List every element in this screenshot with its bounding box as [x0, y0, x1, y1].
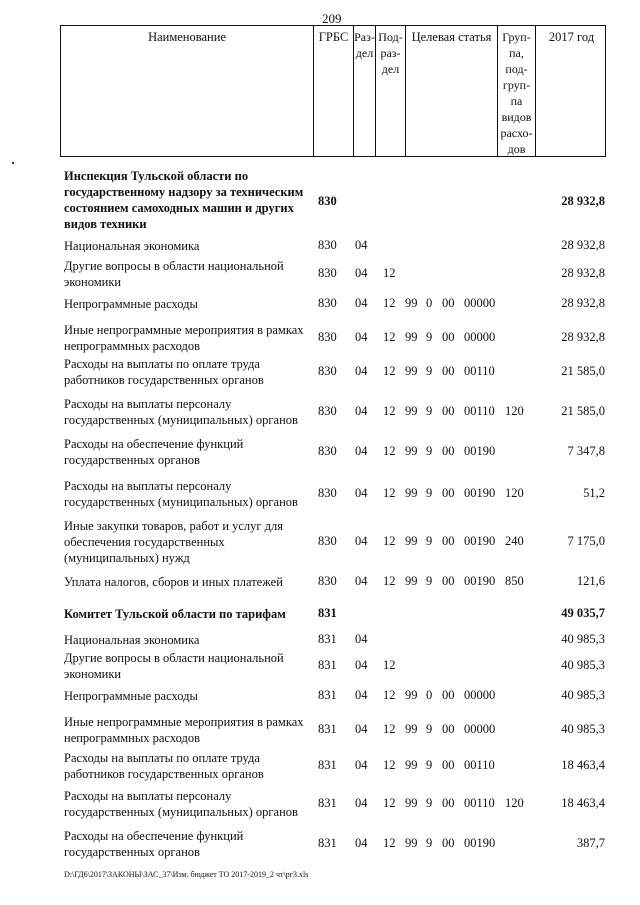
cell-cs3: 00 — [442, 574, 455, 588]
row-name: Иные непрограммные мероприятия в рамках непрограммных расходов — [64, 323, 304, 353]
cell-grbs: 831 — [318, 658, 337, 672]
table-row — [0, 650, 640, 682]
cell-cs1: 99 — [405, 404, 418, 418]
cell-cs2: 9 — [426, 836, 433, 850]
cell-grbs: 831 — [318, 606, 337, 620]
cell-cs1: 99 — [405, 688, 418, 702]
cell-rz: 04 — [355, 574, 368, 588]
cell-cs2: 9 — [426, 444, 433, 458]
cell-sum: 28 932,8 — [561, 330, 605, 344]
cell-sum: 21 585,0 — [561, 404, 605, 418]
cell-sum: 7 175,0 — [567, 534, 605, 548]
header-year: 2017 год — [548, 30, 595, 44]
cell-cs4: 00190 — [464, 836, 496, 850]
cell-cs3: 00 — [442, 364, 455, 378]
cell-cs4: 00190 — [464, 534, 496, 548]
table-row — [0, 574, 640, 590]
cell-sum: 40 985,3 — [561, 722, 605, 736]
cell-rz: 04 — [355, 486, 368, 500]
table-row — [0, 436, 640, 468]
table-row — [0, 356, 640, 388]
table-row — [0, 478, 640, 510]
cell-sum: 28 932,8 — [561, 238, 605, 252]
cell-rz: 04 — [355, 238, 368, 252]
cell-cs1: 99 — [405, 836, 418, 850]
cell-cs1: 99 — [405, 364, 418, 378]
cell-pr: 12 — [383, 486, 396, 500]
cell-cs1: 99 — [405, 722, 418, 736]
cell-cs4: 00000 — [464, 296, 496, 310]
row-name: Инспекция Тульской области по государственному надзору за техническим состоянием самоходных машин и других видов техники — [64, 169, 304, 231]
cell-cs4: 00190 — [464, 486, 496, 500]
cell-sum: 387,7 — [576, 836, 605, 850]
row-name: Другие вопросы в области национальной экономики — [64, 651, 284, 681]
cell-cs4: 00000 — [464, 330, 496, 344]
table-row — [0, 322, 640, 354]
cell-cs2: 0 — [426, 688, 433, 702]
cell-cs1: 99 — [405, 758, 418, 772]
cell-cs2: 9 — [426, 796, 433, 810]
header-celevaya: Целевая статья — [406, 26, 498, 156]
cell-grbs: 831 — [318, 836, 337, 850]
margin-mark — [12, 162, 14, 164]
cell-sum: 28 932,8 — [561, 266, 605, 280]
table-row — [0, 518, 640, 566]
row-name: Иные закупки товаров, работ и услуг для обеспечения государственных (муниципальных) нужд — [64, 519, 284, 565]
cell-grbs: 830 — [318, 364, 337, 378]
cell-grbs: 831 — [318, 722, 337, 736]
cell-grbs: 830 — [318, 296, 337, 310]
header-gruppa: Груп- па, под- груп- па видов расхо- дов — [498, 26, 536, 156]
cell-rz: 04 — [355, 444, 368, 458]
cell-rz: 04 — [355, 836, 368, 850]
cell-cs1: 99 — [405, 330, 418, 344]
cell-sum: 21 585,0 — [561, 364, 605, 378]
cell-grbs: 831 — [318, 796, 337, 810]
cell-rz: 04 — [355, 296, 368, 310]
cell-cs3: 00 — [442, 534, 455, 548]
cell-vr: 120 — [505, 486, 524, 500]
cell-cs3: 00 — [442, 296, 455, 310]
cell-grbs: 830 — [318, 404, 337, 418]
cell-sum: 7 347,8 — [567, 444, 605, 458]
row-name: Расходы на выплаты по оплате труда работников государственных органов — [64, 357, 264, 387]
row-name: Расходы на обеспечение функций государственных органов — [64, 829, 244, 859]
cell-cs2: 9 — [426, 364, 433, 378]
cell-cs1: 99 — [405, 574, 418, 588]
table-row — [0, 714, 640, 746]
cell-rz: 04 — [355, 688, 368, 702]
table-row — [0, 396, 640, 428]
cell-vr: 240 — [505, 534, 524, 548]
file-path-footer: D:\ГД6\2017\ЗАКОНЫ\ЗАС_37\Изм. бюджет ТО 2017-2019_2 чт\рг3.xls — [64, 870, 309, 879]
row-name: Расходы на обеспечение функций государственных органов — [64, 437, 244, 467]
table-row — [0, 828, 640, 860]
cell-cs2: 0 — [426, 296, 433, 310]
cell-sum: 40 985,3 — [561, 658, 605, 672]
cell-pr: 12 — [383, 796, 396, 810]
cell-pr: 12 — [383, 688, 396, 702]
cell-cs4: 00190 — [464, 574, 496, 588]
cell-rz: 04 — [355, 658, 368, 672]
row-name: Национальная экономика — [64, 633, 200, 647]
row-name: Расходы на выплаты по оплате труда работников государственных органов — [64, 751, 264, 781]
cell-sum: 28 932,8 — [561, 296, 605, 310]
cell-cs4: 00110 — [464, 796, 495, 810]
cell-cs3: 00 — [442, 486, 455, 500]
cell-pr: 12 — [383, 330, 396, 344]
cell-cs2: 9 — [426, 486, 433, 500]
cell-cs1: 99 — [405, 296, 418, 310]
cell-grbs: 830 — [318, 194, 337, 208]
cell-grbs: 830 — [318, 266, 337, 280]
table-row — [0, 750, 640, 782]
cell-rz: 04 — [355, 364, 368, 378]
cell-rz: 04 — [355, 266, 368, 280]
cell-pr: 12 — [383, 574, 396, 588]
row-name: Непрограммные расходы — [64, 297, 198, 311]
header-podrazdel: Под- раз- дел — [376, 26, 406, 156]
cell-rz: 04 — [355, 632, 368, 646]
cell-grbs: 830 — [318, 330, 337, 344]
cell-cs4: 00000 — [464, 722, 496, 736]
cell-cs3: 00 — [442, 404, 455, 418]
cell-pr: 12 — [383, 266, 396, 280]
cell-sum: 28 932,8 — [561, 194, 605, 208]
cell-rz: 04 — [355, 330, 368, 344]
cell-grbs: 831 — [318, 632, 337, 646]
cell-cs3: 00 — [442, 796, 455, 810]
cell-rz: 04 — [355, 534, 368, 548]
table-row — [0, 296, 640, 312]
cell-sum: 40 985,3 — [561, 688, 605, 702]
cell-cs4: 00110 — [464, 404, 495, 418]
cell-cs4: 00000 — [464, 688, 496, 702]
table-row — [0, 606, 640, 622]
cell-cs2: 9 — [426, 758, 433, 772]
cell-pr: 12 — [383, 758, 396, 772]
cell-grbs: 831 — [318, 758, 337, 772]
header-razdel: Раз- дел — [354, 26, 376, 156]
cell-sum: 18 463,4 — [561, 796, 605, 810]
table-row — [0, 632, 640, 648]
cell-pr: 12 — [383, 534, 396, 548]
cell-cs2: 9 — [426, 722, 433, 736]
cell-grbs: 830 — [318, 444, 337, 458]
cell-pr: 12 — [383, 658, 396, 672]
cell-vr: 850 — [505, 574, 524, 588]
cell-sum: 49 035,7 — [561, 606, 605, 620]
cell-sum: 18 463,4 — [561, 758, 605, 772]
cell-pr: 12 — [383, 404, 396, 418]
cell-cs3: 00 — [442, 836, 455, 850]
cell-vr: 120 — [505, 796, 524, 810]
cell-cs3: 00 — [442, 758, 455, 772]
row-name: Расходы на выплаты персоналу государственных (муниципальных) органов — [64, 789, 298, 819]
cell-sum: 51,2 — [583, 486, 605, 500]
table-row — [0, 258, 640, 290]
cell-cs2: 9 — [426, 574, 433, 588]
cell-cs1: 99 — [405, 444, 418, 458]
cell-grbs: 830 — [318, 534, 337, 548]
table-header — [60, 25, 606, 157]
cell-cs2: 9 — [426, 404, 433, 418]
cell-cs2: 9 — [426, 330, 433, 344]
cell-cs4: 00190 — [464, 444, 496, 458]
cell-rz: 04 — [355, 758, 368, 772]
table-row — [0, 238, 640, 254]
row-name: Национальная экономика — [64, 239, 200, 253]
cell-cs3: 00 — [442, 688, 455, 702]
table-row — [0, 688, 640, 704]
page-number: 209 — [322, 11, 342, 26]
cell-pr: 12 — [383, 836, 396, 850]
cell-cs4: 00110 — [464, 758, 495, 772]
cell-rz: 04 — [355, 796, 368, 810]
cell-cs1: 99 — [405, 534, 418, 548]
cell-cs1: 99 — [405, 796, 418, 810]
row-name: Комитет Тульской области по тарифам — [64, 607, 286, 621]
cell-rz: 04 — [355, 722, 368, 736]
header-name: Наименование — [61, 26, 314, 156]
cell-cs3: 00 — [442, 330, 455, 344]
cell-cs4: 00110 — [464, 364, 495, 378]
cell-pr: 12 — [383, 296, 396, 310]
cell-pr: 12 — [383, 722, 396, 736]
cell-pr: 12 — [383, 364, 396, 378]
table-row — [0, 168, 640, 236]
cell-grbs: 830 — [318, 238, 337, 252]
row-name: Расходы на выплаты персоналу государственных (муниципальных) органов — [64, 397, 298, 427]
cell-sum: 40 985,3 — [561, 632, 605, 646]
cell-cs3: 00 — [442, 722, 455, 736]
row-name: Иные непрограммные мероприятия в рамках непрограммных расходов — [64, 715, 304, 745]
row-name: Другие вопросы в области национальной экономики — [64, 259, 284, 289]
row-name: Уплата налогов, сборов и иных платежей — [64, 575, 283, 589]
cell-rz: 04 — [355, 404, 368, 418]
cell-cs1: 99 — [405, 486, 418, 500]
header-grbs: ГРБС — [314, 26, 354, 156]
cell-sum: 121,6 — [576, 574, 605, 588]
cell-vr: 120 — [505, 404, 524, 418]
row-name: Расходы на выплаты персоналу государственных (муниципальных) органов — [64, 479, 298, 509]
cell-cs3: 00 — [442, 444, 455, 458]
cell-grbs: 830 — [318, 486, 337, 500]
table-row — [0, 788, 640, 820]
cell-pr: 12 — [383, 444, 396, 458]
cell-grbs: 831 — [318, 688, 337, 702]
cell-grbs: 830 — [318, 574, 337, 588]
cell-cs2: 9 — [426, 534, 433, 548]
row-name: Непрограммные расходы — [64, 689, 198, 703]
